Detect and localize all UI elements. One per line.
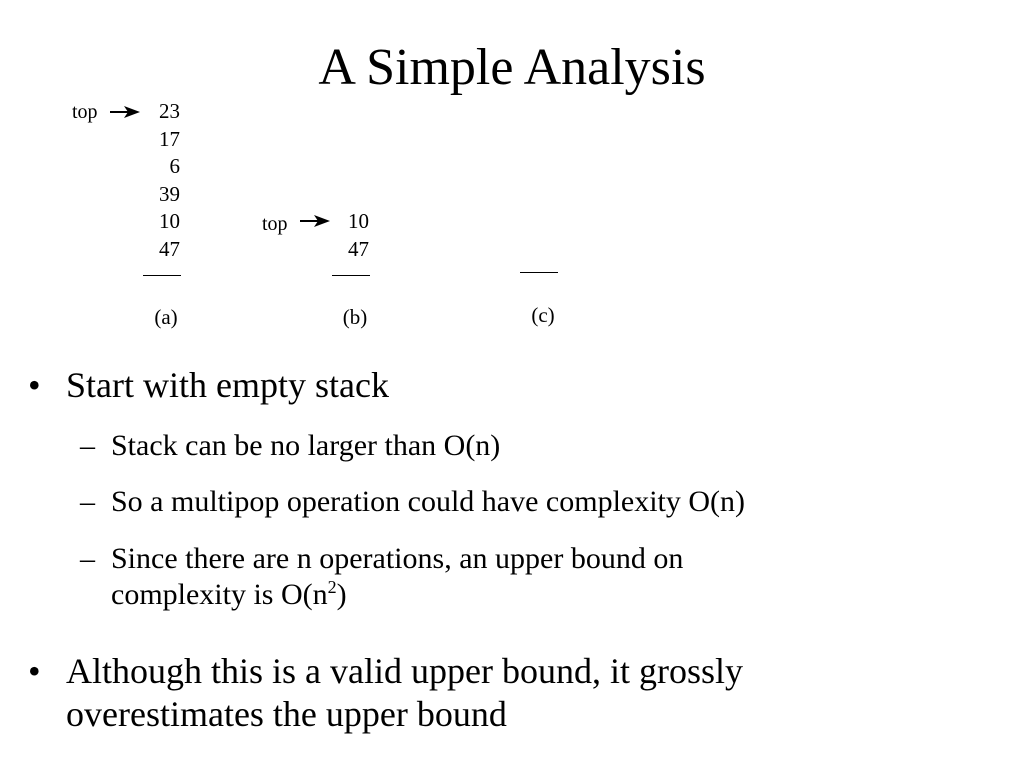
bullet-line: Although this is a valid upper bound, it grossly xyxy=(66,651,743,691)
slide-title: A Simple Analysis xyxy=(318,39,706,96)
bullet-icon: • xyxy=(28,365,41,405)
dash-icon: – xyxy=(80,542,95,575)
stack-value: 39 xyxy=(159,181,180,206)
sub-bullet-text: Stack can be no larger than O(n) xyxy=(111,429,501,462)
sub-bullet-line: Since there are n operations, an upper bound on xyxy=(111,542,684,575)
bullet-icon: • xyxy=(28,651,41,691)
bullet-text: Start with empty stack xyxy=(66,365,389,405)
stack-value: 47 xyxy=(348,236,369,261)
arrow-right-icon xyxy=(110,104,140,120)
dash-icon: – xyxy=(80,429,95,462)
stack-value: 10 xyxy=(348,209,369,233)
dash-icon: – xyxy=(80,485,95,518)
stack-value: 10 xyxy=(159,209,180,233)
stack-c-base xyxy=(520,272,558,273)
arrow-right-icon xyxy=(300,213,330,229)
stack-b-values xyxy=(333,208,369,263)
sub-bullet-line: complexity is O(n xyxy=(111,578,328,611)
bullet-line: overestimates the upper bound xyxy=(66,694,507,734)
stack-a-base xyxy=(143,275,181,276)
stack-value: 23 xyxy=(159,99,180,123)
exponent: 2 xyxy=(327,577,337,597)
top-label: top xyxy=(72,101,98,123)
stack-value: 47 xyxy=(159,236,180,261)
stack-a-caption: (a) xyxy=(154,305,178,329)
sub-bullet-text: So a multipop operation could have complexity O(n) xyxy=(111,485,746,518)
stack-c-caption: (c) xyxy=(531,303,555,327)
sub-bullet-text xyxy=(111,541,991,613)
stack-value: 17 xyxy=(159,126,180,151)
stack-a-values xyxy=(144,98,180,263)
stack-value: 6 xyxy=(169,154,180,178)
stack-b-caption: (b) xyxy=(342,305,368,329)
closing-paren: ) xyxy=(336,578,347,611)
bullet-text xyxy=(66,650,966,736)
top-label: top xyxy=(262,213,288,235)
stack-b-base xyxy=(332,275,370,276)
